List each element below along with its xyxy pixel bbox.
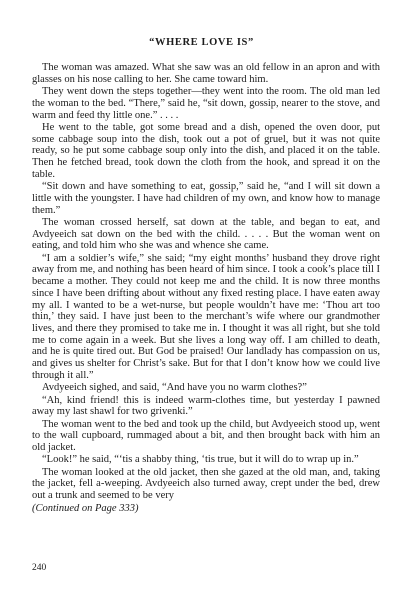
- paragraph-7: Avdyeeich sighed, and said, “And have you no warm clothes?”: [42, 382, 307, 394]
- running-head: “WHERE LOVE IS”: [149, 37, 254, 48]
- page-number: 240: [32, 563, 47, 573]
- paragraph-8: “Ah, kind friend! this is indeed warm-clothes time, but yesterday I pawned away my last shawl for two grivenki.”: [32, 394, 380, 418]
- paragraph-9: The woman went to the bed and took up the child, but Avdyeeich stood up, went to the wall cupboard, rummaged about a bit, and then brought back with him an old jacket.: [32, 418, 380, 453]
- paragraph-5: The woman crossed herself, sat down at the table, and began to eat, and Avdyeeich sat down on the bed with the child. . . . . But the woman went on eating, and told him who she was and whence she came.: [32, 216, 380, 252]
- paragraph-2: They went down the steps together—they went into the room. The old man led the woman to the bed. “There,” said he, “sit down, gossip, nearer to the stove, and warm and feed thy little one.” . . . .: [32, 86, 380, 121]
- paragraph-10: “Look!” he said, “‘tis a shabby thing, ‘tis true, but it will do to wrap up in.”: [42, 454, 359, 466]
- paragraph-4: “Sit down and have something to eat, gossip,” said he, “and I will sit down a little with the youngster. I have had children of my own, and know how to manage them.”: [32, 181, 380, 216]
- story-text: [32, 62, 380, 515]
- paragraph-3: He went to the table, got some bread and a dish, opened the oven door, put some cabbage soup into the dish, took out a pot of gruel, but it was not quite ready, so he put some cabbage soup only into the dish, and placed it on the table. Then he fetched bread, took down the cloth from the hook, and spread it on the table.: [32, 121, 380, 180]
- continued-note: (Continued on Page 333): [32, 502, 139, 514]
- paragraph-11: The woman looked at the old jacket, then she gazed at the old man, and, taking the jacket, fell a-weeping. Avdyeeich also turned away, crept under the bed, drew out a trunk and seemed to be very: [32, 466, 380, 502]
- paragraph-6: “I am a soldier’s wife,” she said; “my eight months’ husband they drove right away from me, and nothing has been heard of him since. I took a cook’s place till I became a mother. They could not keep me and the child. It is now three months since I have been drifting about without any fixed resting place. I have eaten away my all. I wanted to be a wet-nurse, but people wouldn’t have me: ‘Thou art too thin,’ they said. I have just been to the merchant’s wife where our grandmother lives, and there they promised to take me in. I thought it was all right, but she told me to come again in a week. But she lives a long way off. I am chilled to death, and he is quite tired out. But God be praised! Our landlady has compassion on us, and gives us shelter for Christ’s sake. But for that I don’t know how we could live through it all.”: [32, 252, 380, 381]
- paragraph-1: The woman was amazed. What she saw was an old fellow in an apron and with glasses on his nose calling to her. She came toward him.: [32, 62, 380, 85]
